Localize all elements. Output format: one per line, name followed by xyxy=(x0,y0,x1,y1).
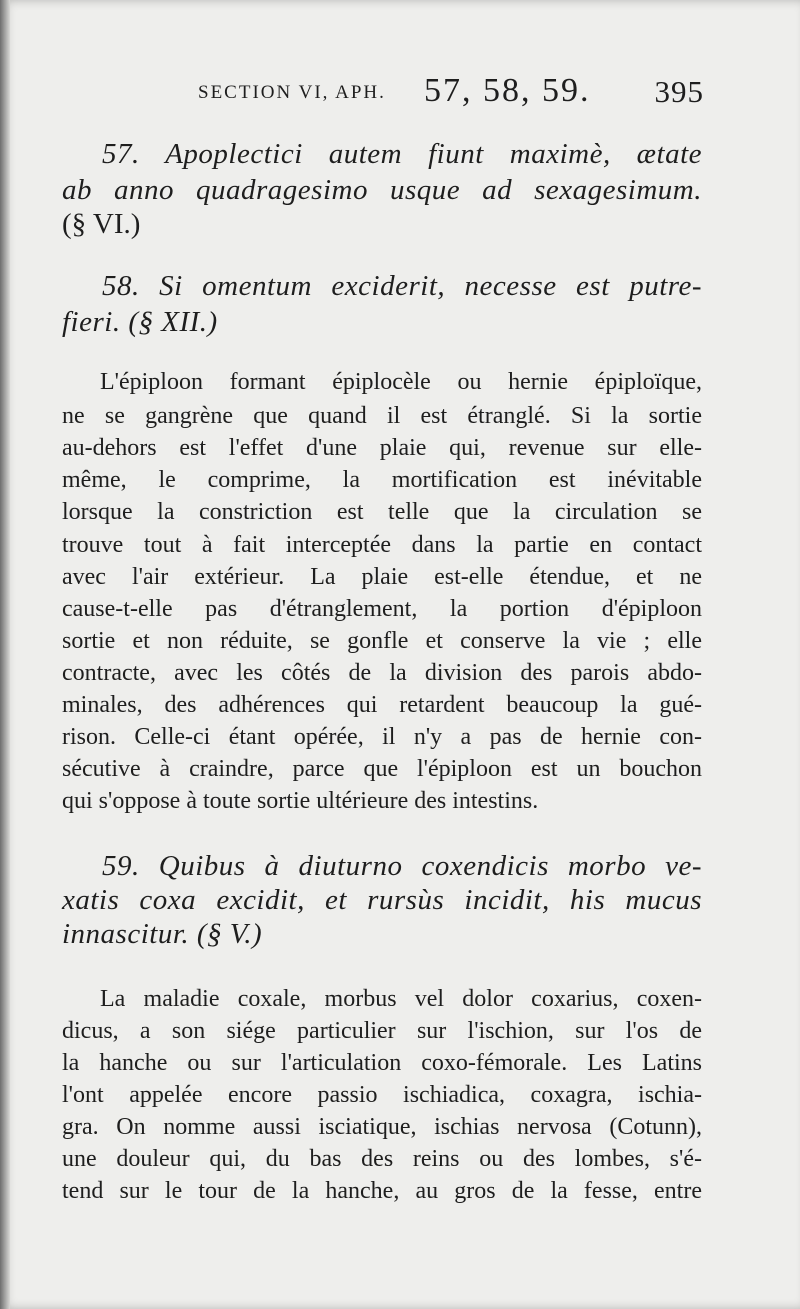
header-section: SECTION VI, APH. xyxy=(198,82,386,103)
header-aphorism-numbers: 57, 58, 59. xyxy=(424,72,591,109)
page-gutter-shadow xyxy=(0,0,10,1309)
commentary-58-line-13: sécutive à craindre, parce que l'épiploon est un bouchon xyxy=(62,756,702,782)
commentary-59-line-3: la hanche ou sur l'articulation coxo-fémorale. Les Latins xyxy=(62,1050,702,1076)
commentary-59-line-6: une douleur qui, du bas des reins ou des lombes, s'é- xyxy=(62,1146,702,1172)
commentary-58-line-3: au-dehors est l'effet d'une plaie qui, revenue sur elle- xyxy=(62,435,702,461)
commentary-58-line-2: ne se gangrène que quand il est étranglé. Si la sortie xyxy=(62,403,702,429)
commentary-58-line-12: rison. Celle-ci étant opérée, il n'y a pas de hernie con- xyxy=(62,724,702,750)
aphorism-59-line-2: xatis coxa excidit, et rursùs incidit, his mucus xyxy=(62,884,702,916)
commentary-58-line-10: contracte, avec les côtés de la division des parois abdo- xyxy=(62,660,702,686)
commentary-59-line-2: dicus, a son siége particulier sur l'ischion, sur l'os de xyxy=(62,1018,702,1044)
aphorism-58-line-1: 58. Si omentum exciderit, necesse est putre- xyxy=(102,270,702,302)
commentary-58-line-1: L'épiploon formant épiplocèle ou hernie épiploïque, xyxy=(100,369,702,395)
commentary-58-line-14: qui s'oppose à toute sortie ultérieure des intestins. xyxy=(62,788,539,814)
commentary-58-line-6: trouve tout à fait interceptée dans la partie en contact xyxy=(62,532,702,558)
commentary-58-line-9: sortie et non réduite, se gonfle et conserve la vie ; elle xyxy=(62,628,702,654)
aphorism-58-line-2: fieri. (§ XII.) xyxy=(62,306,218,338)
commentary-58-line-8: cause-t-elle pas d'étranglement, la portion d'épiploon xyxy=(62,596,702,622)
commentary-58-line-4: même, le comprime, la mortification est inévitable xyxy=(62,467,702,493)
commentary-58-line-7: avec l'air extérieur. La plaie est-elle étendue, et ne xyxy=(62,564,702,590)
aphorism-57-line-1: 57. Apoplectici autem fiunt maximè, ætate xyxy=(102,138,702,170)
commentary-59-line-5: gra. On nomme aussi isciatique, ischias nervosa (Cotunn), xyxy=(62,1114,702,1140)
aphorism-59-line-1: 59. Quibus à diuturno coxendicis morbo ve- xyxy=(102,850,702,882)
commentary-59-line-1: La maladie coxale, morbus vel dolor coxarius, coxen- xyxy=(100,986,702,1012)
commentary-59-line-7: tend sur le tour de la hanche, au gros de la fesse, entre xyxy=(62,1178,702,1204)
commentary-59-line-4: l'ont appelée encore passio ischiadica, coxagra, ischia- xyxy=(62,1082,702,1108)
commentary-58-line-11: minales, des adhérences qui retardent beaucoup la gué- xyxy=(62,692,702,718)
page-number: 395 xyxy=(654,74,704,109)
aphorism-57-line-3: (§ VI.) xyxy=(62,208,141,240)
aphorism-57-line-2: ab anno quadragesimo usque ad sexagesimum. xyxy=(62,174,702,206)
aphorism-59-line-3: innascitur. (§ V.) xyxy=(62,918,263,950)
running-header xyxy=(198,72,708,112)
commentary-58-line-5: lorsque la constriction est telle que la circulation se xyxy=(62,499,702,525)
